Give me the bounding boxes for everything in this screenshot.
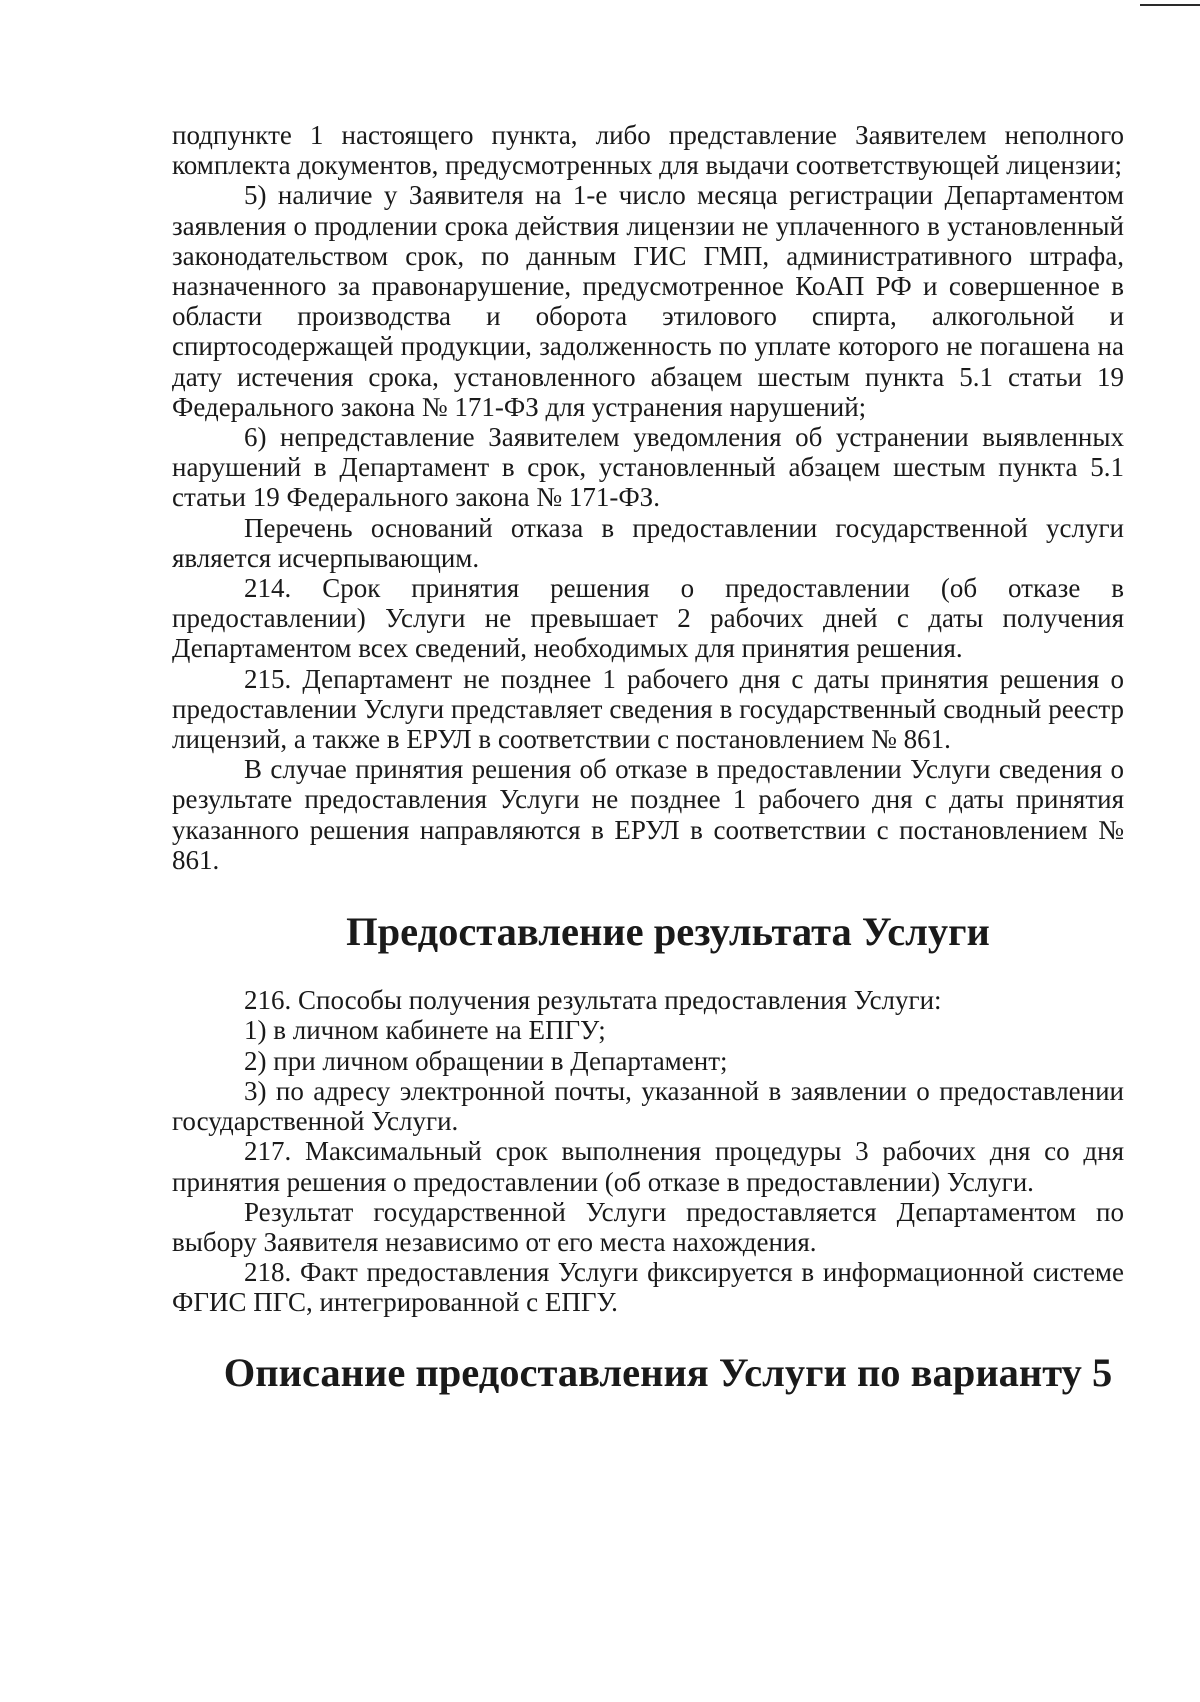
paragraph-exhaustive-list: Перечень оснований отказа в предоставлении государственной услуги является исчерпывающим. xyxy=(172,512,1124,573)
scan-edge-mark xyxy=(1140,4,1200,6)
heading-variant-5: Описание предоставления Услуги по варианту 5 xyxy=(223,1349,1113,1395)
heading-result-provision: Предоставление результата Услуги xyxy=(346,909,990,955)
paragraph-216-2: 2) при личном обращении в Департамент; xyxy=(244,1045,728,1076)
paragraph-item-5: 5) наличие у Заявителя на 1-е число месяца регистрации Департаментом заявления о продлении срока действия лицензии не уплаченного в установленный законодательством срок, по данным ГИС ГМП, административного штрафа, назначенного за правонарушение, предусмотренное КоАП РФ и совершенное в области производства и оборота этилового спирта, алкогольной и спиртосодержащей продукции, задолженность по уплате которого не погашена на дату истечения срока, установленного абзацем шестым пункта 5.1 статьи 19 Федерального закона № 171-ФЗ для устранения нарушений; xyxy=(172,180,1124,422)
paragraph-refusal-info: В случае принятия решения об отказе в предоставлении Услуги сведения о результате предоставления Услуги не позднее 1 рабочего дня с даты принятия указанного решения направляются в ЕРУЛ в соответствии с постановлением № 861. xyxy=(172,754,1124,875)
paragraph-216-1: 1) в личном кабинете на ЕПГУ; xyxy=(244,1015,606,1046)
paragraph-217: 217. Максимальный срок выполнения процедуры 3 рабочих дня со дня принятия решения о предоставлении (об отказе в предоставлении) Услуги. xyxy=(172,1136,1124,1197)
document-body xyxy=(172,120,1124,1395)
paragraph-216: 216. Способы получения результата предоставления Услуги: xyxy=(244,985,942,1016)
refusal-grounds-section xyxy=(172,120,1124,875)
result-provision-section xyxy=(172,985,1124,1317)
paragraph-214: 214. Срок принятия решения о предоставлении (об отказе в предоставлении) Услуги не превышает 2 рабочих дней с даты получения Департаментом всех сведений, необходимых для принятия решения. xyxy=(172,573,1124,664)
paragraph-item-6: 6) непредставление Заявителем уведомления об устранении выявленных нарушений в Департамент в срок, установленный абзацем шестым пункта 5.1 статьи 19 Федерального закона № 171-ФЗ. xyxy=(172,422,1124,513)
paragraph-216-3: 3) по адресу электронной почты, указанной в заявлении о предоставлении государственной Услуги. xyxy=(172,1075,1124,1137)
paragraph-215: 215. Департамент не позднее 1 рабочего дня с даты принятия решения о предоставлении Услуги представляет сведения в государственный сводный реестр лицензий, а также в ЕРУЛ в соответствии с постановлением № 861. xyxy=(172,663,1124,755)
paragraph-218: 218. Факт предоставления Услуги фиксируется в информационной системе ФГИС ПГС, интегрированной с ЕПГУ. xyxy=(172,1257,1124,1318)
paragraph-continuation: подпункте 1 настоящего пункта, либо представление Заявителем неполного комплекта документов, предусмотренных для выдачи соответствующей лицензии; xyxy=(172,120,1124,181)
paragraph-result-any-place: Результат государственной Услуги предоставляется Департаментом по выбору Заявителя независимо от его места нахождения. xyxy=(172,1196,1124,1257)
